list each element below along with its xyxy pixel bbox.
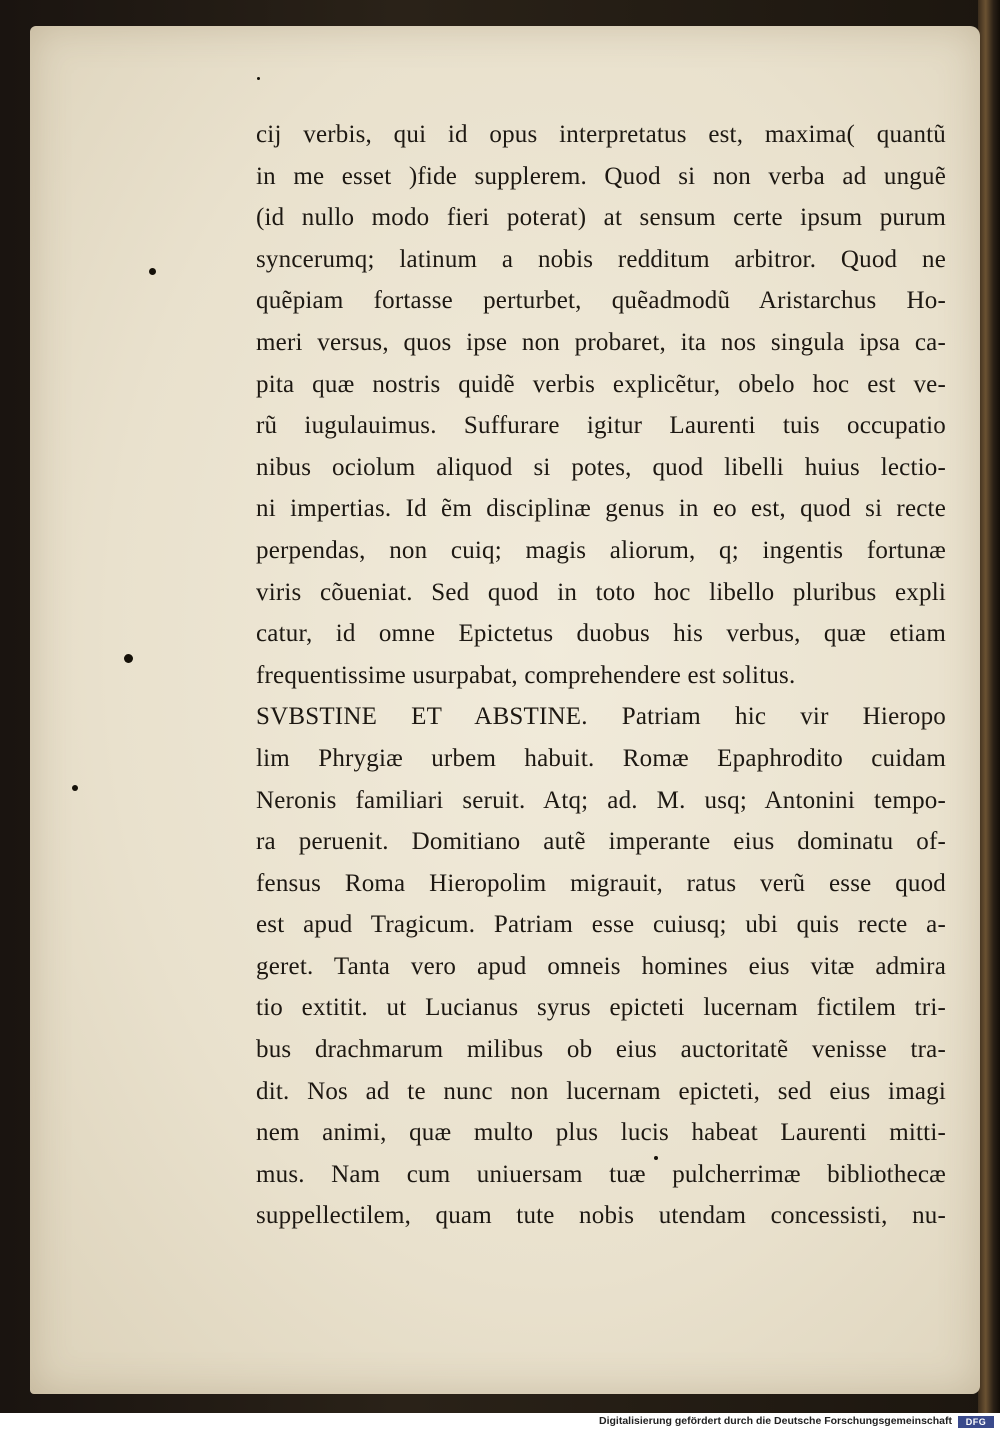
text-line: perpendas, non cuiq; magis aliorum, q; ingentis fortunæ — [256, 536, 946, 564]
ink-spot — [149, 268, 156, 275]
section-heading-line: SVBSTINE ET ABSTINE. Patriam hic vir Hieropo — [256, 703, 946, 731]
text-line: fensus Roma Hieropolim migrauit, ratus verũ esse quod — [256, 869, 946, 897]
text-line: in me esset )fide supplerem. Quod si non verba ad unguẽ — [256, 162, 946, 190]
footer-bar — [0, 1413, 1000, 1431]
text-line: geret. Tanta vero apud omneis homines eius vitæ admira — [256, 952, 946, 980]
text-line: est apud Tragicum. Patriam esse cuiusq; ubi quis recte a- — [256, 911, 946, 939]
book-page — [30, 26, 980, 1394]
text-line: lim Phrygiæ urbem habuit. Romæ Epaphrodito cuidam — [256, 744, 946, 772]
text-line: syncerumq; latinum a nobis redditum arbitror. Quod ne — [256, 245, 946, 273]
text-line: cij verbis, qui id opus interpretatus est, maxima( quantũ — [256, 121, 946, 148]
text-line: ra peruenit. Domitiano autẽ imperante eius dominatu of- — [256, 828, 946, 856]
text-line: (id nullo modo fieri poterat) at sensum certe ipsum purum — [256, 204, 946, 232]
text-line: bus drachmarum milibus ob eius auctoritatẽ venisse tra- — [256, 1036, 946, 1064]
text-line: meri versus, quos ipse non probaret, ita nos singula ipsa ca- — [256, 328, 946, 356]
text-line: nibus ociolum aliquod si potes, quod libelli huius lectio- — [256, 453, 946, 481]
text-line: tio extitit. ut Lucianus syrus epicteti lucernam fictilem tri- — [256, 994, 946, 1022]
text-line: pita quæ nostris quidẽ verbis explicẽtur, obelo hoc est ve- — [256, 370, 946, 398]
text-line: ni impertias. Id ẽm disciplinæ genus in eo est, quod si recte — [256, 495, 946, 523]
text-line: Neronis familiari seruit. Atq; ad. M. usq; Antonini tempo- — [256, 786, 946, 814]
dfg-logo: DFG — [958, 1416, 994, 1428]
ink-spot — [72, 785, 78, 791]
text-line: mus. Nam cum uniuersam tuæ pulcherrimæ bibliothecæ — [256, 1160, 946, 1188]
page-text — [256, 114, 946, 1237]
text-line: viris cõueniat. Sed quod in toto hoc libello pluribus expli — [256, 578, 946, 606]
text-line: suppellectilem, quam tute nobis utendam concessisti, nu- — [256, 1202, 946, 1230]
text-line: frequentissime usurpabat, comprehendere est solitus. — [256, 661, 796, 689]
text-line: quẽpiam fortasse perturbet, quẽadmodũ Aristarchus Ho- — [256, 287, 946, 315]
text-line: catur, id omne Epictetus duobus his verbus, quæ etiam — [256, 620, 946, 648]
book-edge — [978, 0, 1000, 1413]
funding-credit: Digitalisierung gefördert durch die Deutsche Forschungsgemeinschaft — [599, 1415, 952, 1427]
ink-spot — [257, 77, 260, 80]
text-line: dit. Nos ad te nunc non lucernam epicteti, sed eius imagi — [256, 1077, 946, 1105]
text-line: rũ iugulauimus. Suffurare igitur Laurenti tuis occupatio — [256, 412, 946, 440]
text-line: nem animi, quæ multo plus lucis habeat Laurenti mitti- — [256, 1119, 946, 1147]
ink-spot — [124, 654, 133, 663]
